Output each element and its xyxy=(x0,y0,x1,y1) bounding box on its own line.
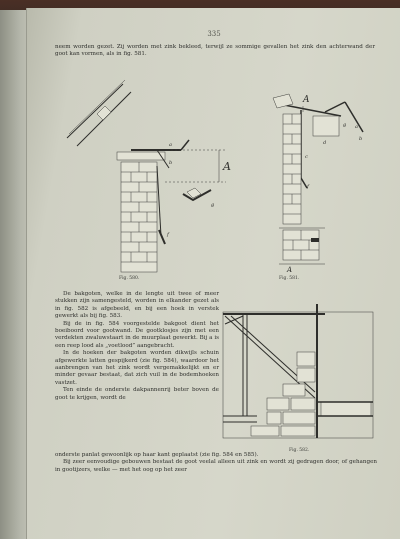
paragraph-1: De bakgoten, welke in de lengte uit twee of meer stukken zijn samengesteld, worden in elkander gezet als in fig. 582 is afgebeeld, en bij een hoek in verstek gewerkt als bij fig. 583. xyxy=(55,291,219,320)
paragraph-6: Bij zeer eenvoudige gebouwen bestaat de goot veelal alleen uit zink en wordt zij gedragen door, of gehangen in gootijzers, welke — met het oog op het zeer xyxy=(55,459,377,473)
figure-581 xyxy=(255,88,385,278)
fig581-label-f: f xyxy=(307,184,309,190)
paragraph-4: Ten einde de onderste dakpannenrij beter boven de goot te krijgen, wordt de xyxy=(55,387,219,401)
paragraph-2: Bij de in fig. 584 voorgestelde bakgoot dient het boeiboord voor gootwand. De gootklosjes zijn met een verdekten zwaluwstaart in de muurplaat gewerkt. Bij a is een reep lood als „voetlood” aangebracht. xyxy=(55,320,219,349)
fig581-label-d: d xyxy=(323,140,327,146)
fig581-caption: Fig. 581. xyxy=(279,276,300,281)
fig581-label-A-top: A xyxy=(303,95,310,105)
fig580-label-a: a xyxy=(169,142,172,148)
fig581-label-b: b xyxy=(359,136,363,142)
body-text-narrow xyxy=(55,291,219,402)
book-page xyxy=(26,8,400,539)
fig580-brick-wall xyxy=(121,162,157,272)
fig581-label-g: g xyxy=(343,122,347,128)
intro-text: neem worden gezet. Zij worden met zink bekleed, terwijl ze sommige gevallen het zink den achterwand der goot kan vormen, als in fig. 581. xyxy=(55,44,375,58)
fig581-plan-view xyxy=(283,230,319,260)
fig580-label-g: g xyxy=(211,202,215,208)
fig581-label-c: c xyxy=(305,154,308,160)
fig582-caption: Fig. 582. xyxy=(289,448,310,453)
fig581-brick-wall xyxy=(283,114,301,224)
fig581-label-A-bottom: A xyxy=(287,266,293,274)
page-number: 335 xyxy=(207,30,221,38)
fig580-caption: Fig. 580. xyxy=(119,276,140,281)
paragraph-5: onderste panlat gewoonlijk op haar kant geplaatst (zie fig. 584 en 585). xyxy=(55,452,259,458)
fig580-label-b: b xyxy=(169,160,173,166)
fig580-label-f: f xyxy=(167,232,169,238)
figure-582 xyxy=(217,298,387,446)
body-text-full xyxy=(55,452,377,474)
paragraph-3: In de hoeken der bakgoten worden dikwijls schuin afgewerkte latten gespijkerd (zie fig. 584), waardoor het aanbrengen van het zink wordt vergemakkelijkt en er minder gevaar bestaat, dat zich vuil in de bodemhoeken vastzet. xyxy=(55,350,219,386)
fig581-label-a: a xyxy=(355,124,358,130)
fig580-label-A: A xyxy=(223,160,231,173)
figure-580 xyxy=(61,76,241,276)
